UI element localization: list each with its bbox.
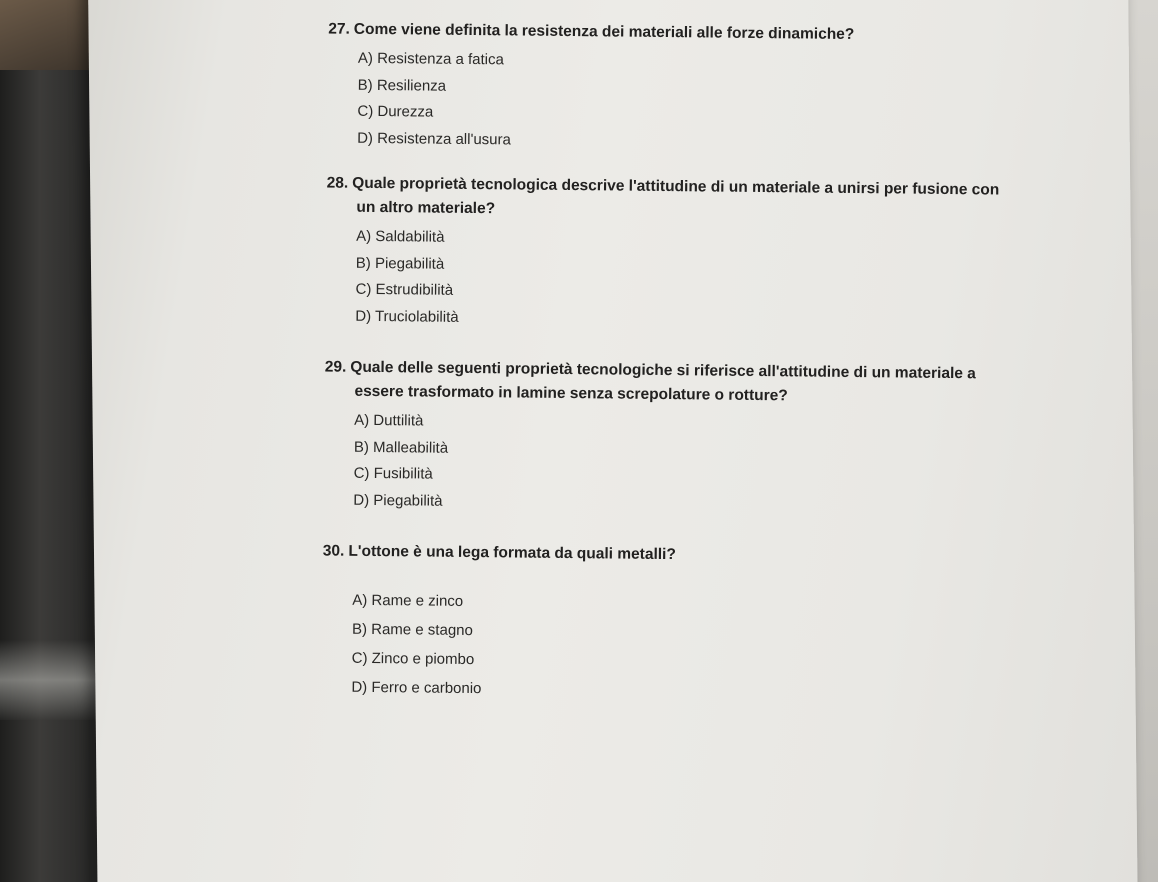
answer-options [327,45,1118,159]
question-number: 29. [324,358,347,376]
background-highlight [0,640,100,720]
option-a: A) Saldabilità [356,227,445,246]
question-stem: Quale delle seguenti proprietà tecnologiche si riferisce all'attitudine di un materiale a [350,358,976,383]
question-text [326,171,1116,227]
answer-options [325,223,1116,337]
option-d: D) Ferro e carbonio [351,678,482,698]
question-29 [323,355,1115,521]
option-d: D) Piegabilità [353,491,443,510]
question-stem: Quale proprietà tecnologica descrive l'attitudine di un materiale a unirsi per fusione con [352,174,1000,199]
option-b: B) Rame e stagno [351,620,473,640]
question-text [324,355,1114,411]
question-number: 30. [322,542,345,560]
option-a: A) Duttilità [354,411,424,430]
question-stem-continuation: essere trasformato in lamine senza screpolature o rotture? [354,382,788,405]
question-stem: L'ottone è una lega formata da quali metalli? [348,542,676,564]
option-b: B) Piegabilità [355,254,445,273]
option-b: B) Resilienza [357,76,447,95]
option-c: C) Zinco e piombo [351,649,475,669]
question-number: 27. [328,20,350,38]
question-text [328,17,1118,49]
question-28 [325,171,1117,337]
option-b: B) Malleabilità [353,438,449,457]
option-d: D) Resistenza all'usura [357,129,511,148]
option-d: D) Truciolabilità [355,307,459,326]
answer-options [321,585,1112,709]
question-number: 28. [326,174,349,192]
question-stem: Come viene definita la resistenza dei materiali alle forze dinamiche? [353,20,855,43]
question-text [323,539,1113,571]
paper-sheet [88,0,1138,882]
option-c: C) Estrudibilità [355,280,454,299]
answer-options [323,407,1114,521]
option-a: A) Resistenza a fatica [357,49,504,69]
option-c: C) Fusibilità [353,464,433,483]
question-30 [321,539,1113,709]
question-stem-continuation: un altro materiale? [356,198,496,218]
quiz-content [321,17,1118,727]
option-c: C) Durezza [357,102,434,121]
question-27 [327,17,1118,159]
option-a: A) Rame e zinco [352,591,464,610]
